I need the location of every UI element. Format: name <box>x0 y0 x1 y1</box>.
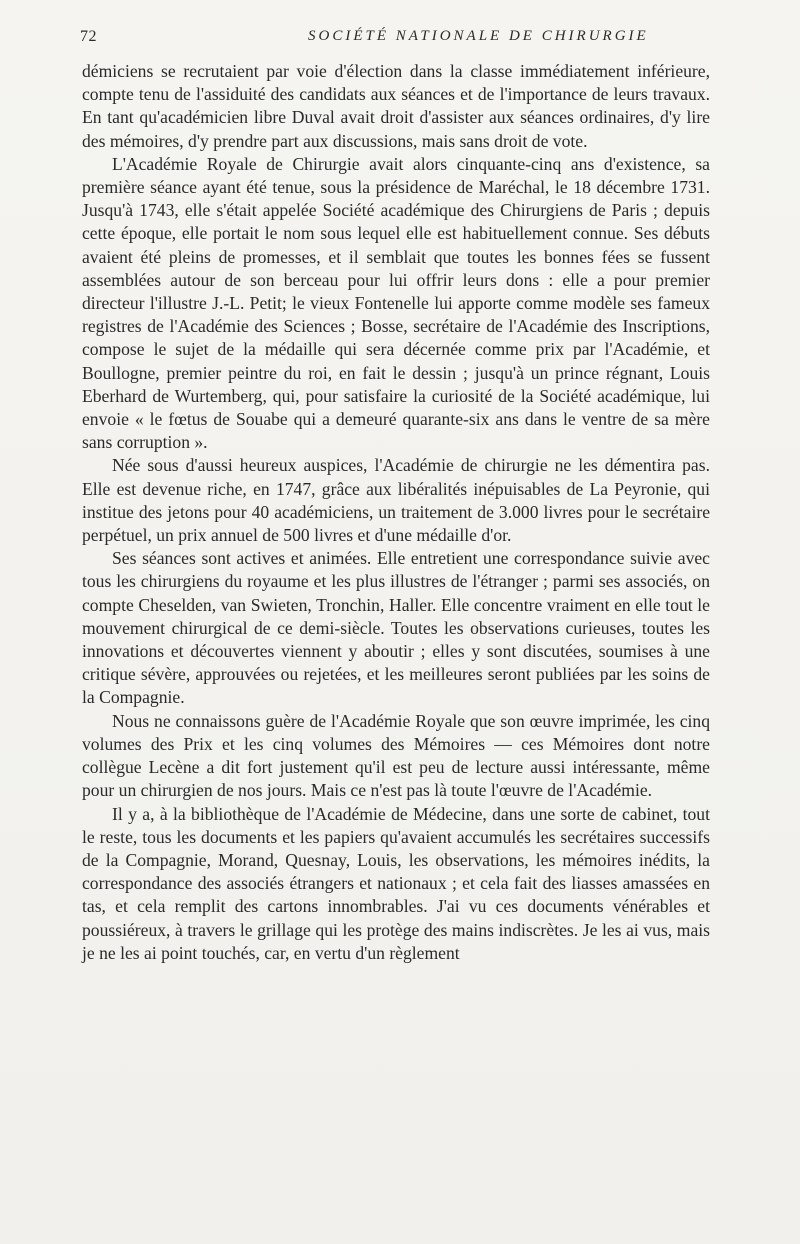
paragraph-3: Née sous d'aussi heureux auspices, l'Académie de chirurgie ne les démentira pas. Elle est devenue riche, en 1747, grâce aux libéralités inépuisables de La Peyronie, qui institue des jetons pour 40 académiciens, un traitement de 3.000 livres pour le secrétaire perpétuel, un prix annuel de 500 livres et d'une médaille d'or. <box>82 455 710 546</box>
running-title: SOCIÉTÉ NATIONALE DE CHIRURGIE <box>308 28 649 44</box>
page-header <box>80 28 712 54</box>
paragraph-4: Ses séances sont actives et animées. Elle entretient une correspondance suivie avec tous les chirurgiens du royaume et les plus illustres de l'étranger ; parmi ses associés, on compte Cheselden, van Swieten, Tronchin, Haller. Elle concentre vraiment en elle tout le mouvement chirurgical de ce demi-siècle. Toutes les observations curieuses, toutes les innovations et découvertes viennent y aboutir ; elles y sont discutées, soumises à une critique sévère, approuvées ou rejetées, et les meilleures seront publiées par les soins de la Compagnie. <box>82 548 710 708</box>
paragraph-1: démiciens se recrutaient par voie d'élection dans la classe immédiatement inférieure, compte tenu de l'assiduité des candidats aux séances et de l'importance de leurs travaux. En tant qu'académicien libre Duval avait droit d'assister aux séances ordinaires, d'y lire des mémoires, d'y prendre part aux discussions, mais sans droit de vote. <box>82 61 710 151</box>
page-number: 72 <box>80 28 97 45</box>
body-text <box>82 60 710 965</box>
paragraph-6: Il y a, à la bibliothèque de l'Académie de Médecine, dans une sorte de cabinet, tout le reste, tous les documents et les papiers qu'avaient accumulés les secrétaires successifs de la Compagnie, Morand, Quesnay, Louis, les observations, les mémoires inédits, la correspondance des associés étrangers et nationaux ; et cela fait des liasses amassées en tas, et cela remplit des cartons innombrables. J'ai vu ces documents vénérables et poussiéreux, à travers le grillage qui les protège des mains indiscrètes. Je les ai vus, mais je ne les ai point touchés, car, en vertu d'un règlement <box>82 803 710 963</box>
paragraph-5: Nous ne connaissons guère de l'Académie Royale que son œuvre imprimée, les cinq volumes des Prix et les cinq volumes des Mémoires — ces Mémoires dont notre collègue Lecène a dit fort justement qu'il est peu de lecture aussi intéressante, même pour un chirurgien de nos jours. Mais ce n'est pas là toute l'œuvre de l'Académie. <box>82 710 710 801</box>
paragraph-2: L'Académie Royale de Chirurgie avait alors cinquante-cinq ans d'existence, sa première séance ayant été tenue, sous la présidence de Maréchal, le 18 décembre 1731. Jusqu'à 1743, elle s'était appelée Société académique des Chirurgiens de Paris ; depuis cette époque, elle portait le nom sous lequel elle est habituellement connue. Ses débuts avaient été pleins de promesses, et il semblait que toutes les bonnes fées se fussent assemblées autour de son berceau pour lui offrir leurs dons : elle a pour premier directeur l'illustre J.-L. Petit; le vieux Fontenelle lui apporte comme modèle ses fameux registres de l'Académie des Sciences ; Bosse, secrétaire de l'Académie des Inscriptions, compose le sujet de la médaille qui sera décernée comme prix par l'Académie, et Boullogne, premier peintre du roi, en fait le dessin ; jusqu'à un prince régnant, Louis Eberhard de Wurtemberg, qui, pour satisfaire la curiosité de la Société académique, lui envoie « le fœtus de Souabe qui a demeuré quarante-six ans dans le ventre de sa mère sans corruption ». <box>82 153 710 453</box>
